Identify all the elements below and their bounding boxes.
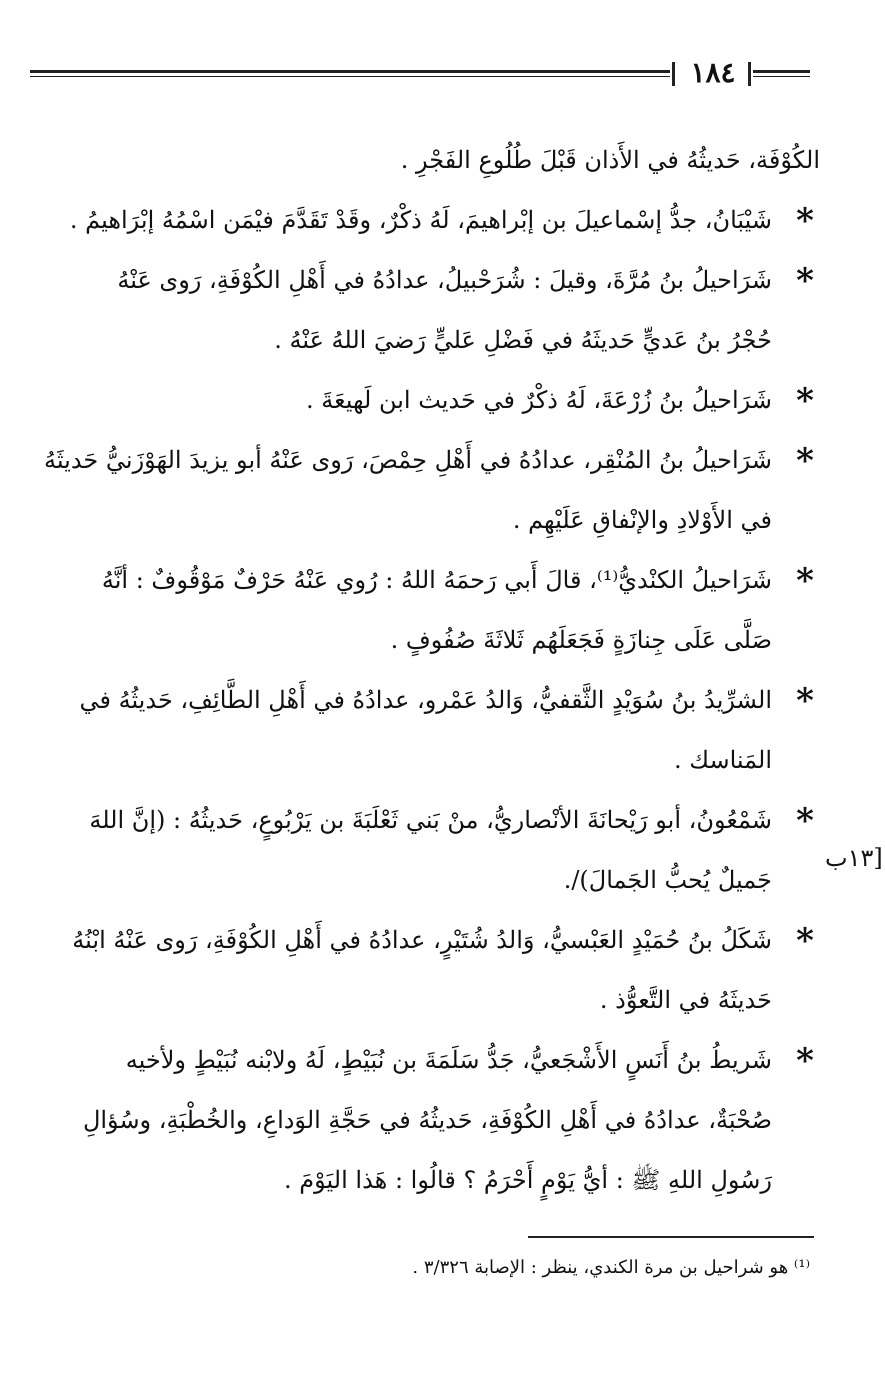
bullet-star: * xyxy=(796,921,814,961)
header-divider xyxy=(748,62,751,86)
line-text: شَكَلُ بنُ حُمَيْدٍ العَبْسيُّ، وَالدُ شُتَيْرٍ، عدادُهُ في أَهْلِ الكُوْفَةِ، رَوى عَنْهُ ابْنُهُ xyxy=(72,926,772,954)
header-rule xyxy=(30,70,670,77)
line-text: شَريطُ بنُ أَنَسٍ الأَشْجَعيُّ، جَدُّ سَلَمَةَ بن نُبَيْطٍ، لَهُ ولابْنه نُبَيْطٍ ولأخيه xyxy=(125,1046,772,1074)
line-text: شَمْعُونُ، أبو رَيْحانَةَ الأنْصاريُّ، منْ بَني ثَعْلَبَةَ بن يَرْبُوعٍ، حَديثُهُ : (إنَّ اللهَ xyxy=(89,806,772,834)
line-text: شَرَاحيلُ بنُ زُرْعَةَ، لَهُ ذكْرٌ في حَديث ابن لَهيعَةَ . xyxy=(306,386,772,414)
bullet-star: * xyxy=(796,261,814,301)
line-text: صَلَّى عَلَى جِنازَةٍ فَجَعَلَهُم ثَلاثَةَ صُفُوفٍ . xyxy=(390,626,772,654)
line-text: شَرَاحيلُ بنُ المُنْقِر، عدادُهُ في أَهْلِ حِمْصَ، رَوى عَنْهُ أبو يزيدَ الهَوْزَنيُّ حَديثَهُ xyxy=(44,446,772,474)
bullet-star: * xyxy=(796,441,814,481)
line-text: شَرَاحيلُ الكنْديُّ⁽¹⁾، قالَ أَبي رَحمَهُ اللهُ : رُوي عَنْهُ حَرْفٌ مَوْقُوفٌ : أنَّهُ xyxy=(101,566,772,594)
bullet-star: * xyxy=(796,1041,814,1081)
line-text: في الأَوْلادِ والإنْفاقِ عَلَيْهِم . xyxy=(512,506,772,534)
header-rule xyxy=(753,70,810,77)
header-divider xyxy=(672,62,675,86)
footnote: ⁽¹⁾ هو شراحيل بن مرة الكندي، ينظر : الإصابة ٣/٣٢٦ . xyxy=(412,1257,810,1278)
bullet-star: * xyxy=(796,561,814,601)
line-text: جَميلٌ يُحبُّ الجَمالَ)/. xyxy=(563,866,772,894)
bullet-star: * xyxy=(796,801,814,841)
footnote-rule xyxy=(528,1236,814,1238)
line-text: حَديثَهُ في التَّعوُّذ . xyxy=(599,986,772,1014)
line-text: الكُوْفَة، حَديثُهُ في الأَذان قَبْلَ طُلُوعِ الفَجْرِ . xyxy=(400,146,820,174)
bullet-star: * xyxy=(796,381,814,421)
bullet-star: * xyxy=(796,201,814,241)
line-text: رَسُولِ اللهِ ﷺ : أيُّ يَوْمٍ أَحْرَمُ ؟ قالُوا : هَذا اليَوْمَ . xyxy=(284,1166,772,1194)
line-text: الشرِّيدُ بنُ سُوَيْدٍ الثَّقفيُّ، وَالدُ عَمْرو، عدادُهُ في أَهْلِ الطَّائِفِ، حَديثُهُ في xyxy=(79,686,772,714)
line-text: شَيْبَانُ، جدُّ إسْماعيلَ بن إبْراهيمَ، لَهُ ذكْرٌ، وقَدْ تَقَدَّمَ فيْمَن اسْمُهُ إبْرَاهيمُ . xyxy=(69,206,772,234)
line-text: صُحْبَةٌ، عدادُهُ في أَهْلِ الكُوْفَةِ، حَديثُهُ في حَجَّةِ الوَداعِ، والخُطْبَةِ، وسُؤالِ xyxy=(82,1106,772,1134)
manuscript-folio-marker: ١٣ب] xyxy=(825,844,883,872)
line-text: المَناسك . xyxy=(673,746,772,774)
line-text: حُجْرُ بنُ عَديٍّ حَديثَهُ في فَضْلِ عَليٍّ رَضيَ اللهُ عَنْهُ . xyxy=(274,326,772,354)
line-text: شَرَاحيلُ بنُ مُرَّةَ، وقيلَ : شُرَحْبيلُ، عدادُهُ في أَهْلِ الكُوْفَةِ، رَوى عَنْهُ xyxy=(117,266,772,294)
bullet-star: * xyxy=(796,681,814,721)
page-number: ١٨٤ xyxy=(690,56,736,89)
